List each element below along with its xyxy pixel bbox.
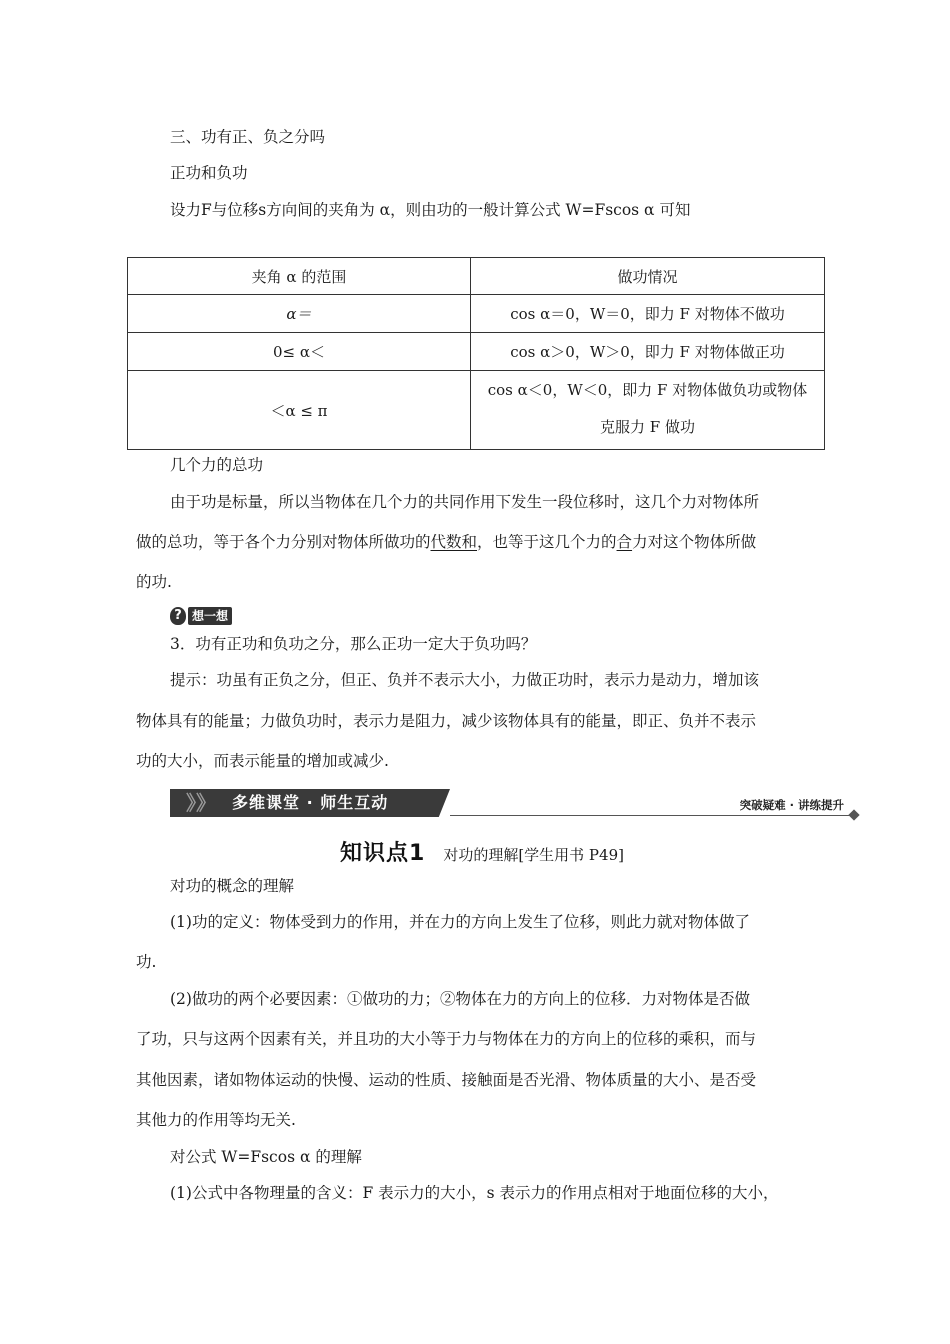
intro-text: 设力F与位移s方向间的夹角为 α，则由功的一般计算公式 W=Fscos α 可知 (170, 201, 691, 219)
table-header-work: 做功情况 (471, 258, 825, 295)
think-question: 3．功有正功和负功之分，那么正功一定大于负功吗？ (170, 635, 537, 653)
formula-heading: 对公式 W=Fscos α 的理解 (170, 1148, 362, 1166)
subheading-positive-negative-work: 正功和负功 (170, 164, 248, 182)
formula-line: (1)公式中各物理量的含义：F 表示力的大小，s 表示力的作用点相对于地面位移的大小， (170, 1184, 779, 1202)
table-row (128, 371, 825, 450)
total-work-line: 的功. (136, 573, 172, 591)
section-heading: 三、功有正、负之分吗 (170, 128, 326, 146)
table-cell-work-line: cos α＜0，W＜0，即力 F 对物体做负功或物体 (487, 381, 808, 399)
table-cell-work (471, 371, 825, 450)
underlined-term-resultant: 合 (616, 533, 633, 551)
section-banner (170, 789, 860, 817)
question-mark-icon: ? (170, 607, 186, 625)
concept-heading: 对功的概念的理解 (170, 877, 295, 895)
knowledge-point-heading (340, 836, 624, 867)
think-tag (170, 607, 232, 625)
total-work-line: 由于功是标量，所以当物体在几个力的共同作用下发生一段位移时，这几个力对物体所 (170, 493, 760, 511)
think-label: 想一想 (188, 607, 232, 625)
table-cell-range: ＜α ≤ π (128, 371, 471, 450)
hint-line: 提示：功虽有正负之分，但正、负并不表示大小，力做正功时，表示力是动力，增加该 (170, 671, 760, 689)
table-cell-work: cos α＞0，W＞0，即力 F 对物体做正功 (471, 333, 825, 371)
chevron-right-icon: 》》 (186, 791, 216, 815)
banner-right-text: 突破疑难 · 讲练提升 (739, 798, 844, 812)
text-span: ，也等于这几个力的 (477, 533, 617, 551)
knowledge-point-subtitle: 对功的理解[学生用书 P49] (443, 846, 624, 864)
concept-line: (1)功的定义：物体受到力的作用，并在力的方向上发生了位移，则此力就对物体做了 (170, 913, 750, 931)
concept-line: (2)做功的两个必要因素：①做功的力；②物体在力的方向上的位移．力对物体是否做 (170, 990, 750, 1008)
table-cell-work: cos α＝0，W＝0，即力 F 对物体不做功 (471, 295, 825, 333)
knowledge-point-title: 知识点1 (340, 841, 426, 866)
banner-title: 多维课堂 · 师生互动 (232, 793, 389, 812)
angle-work-table (127, 257, 825, 450)
table-header-range: 夹角 α 的范围 (128, 258, 471, 295)
table-cell-range: 0≤ α＜ (128, 333, 471, 371)
total-work-heading: 几个力的总功 (170, 456, 264, 474)
hint-line: 功的大小，而表示能量的增加或减少. (136, 752, 389, 770)
diamond-icon (848, 809, 859, 820)
text-span: 做的总功，等于各个力分别对物体所做功的 (136, 533, 431, 551)
table-cell-range: α＝ (128, 295, 471, 333)
text-span: 力对这个物体所做 (632, 533, 757, 551)
banner-divider (450, 815, 850, 816)
total-work-line (136, 532, 756, 552)
concept-line: 了功，只与这两个因素有关，并且功的大小等于力与物体在力的方向上的位移的乘积，而与 (136, 1030, 757, 1048)
hint-line: 物体具有的能量；力做负功时，表示力是阻力，减少该物体具有的能量，即正、负并不表示 (136, 712, 757, 730)
concept-line: 功. (136, 953, 157, 971)
table-cell-work-line: 克服力 F 做功 (600, 418, 695, 436)
table-row (128, 333, 825, 371)
table-row (128, 295, 825, 333)
underlined-term-algebraic-sum: 代数和 (430, 533, 478, 551)
concept-line: 其他力的作用等均无关. (136, 1111, 296, 1129)
concept-line: 其他因素，诸如物体运动的快慢、运动的性质、接触面是否光滑、物体质量的大小、是否受 (136, 1071, 757, 1089)
